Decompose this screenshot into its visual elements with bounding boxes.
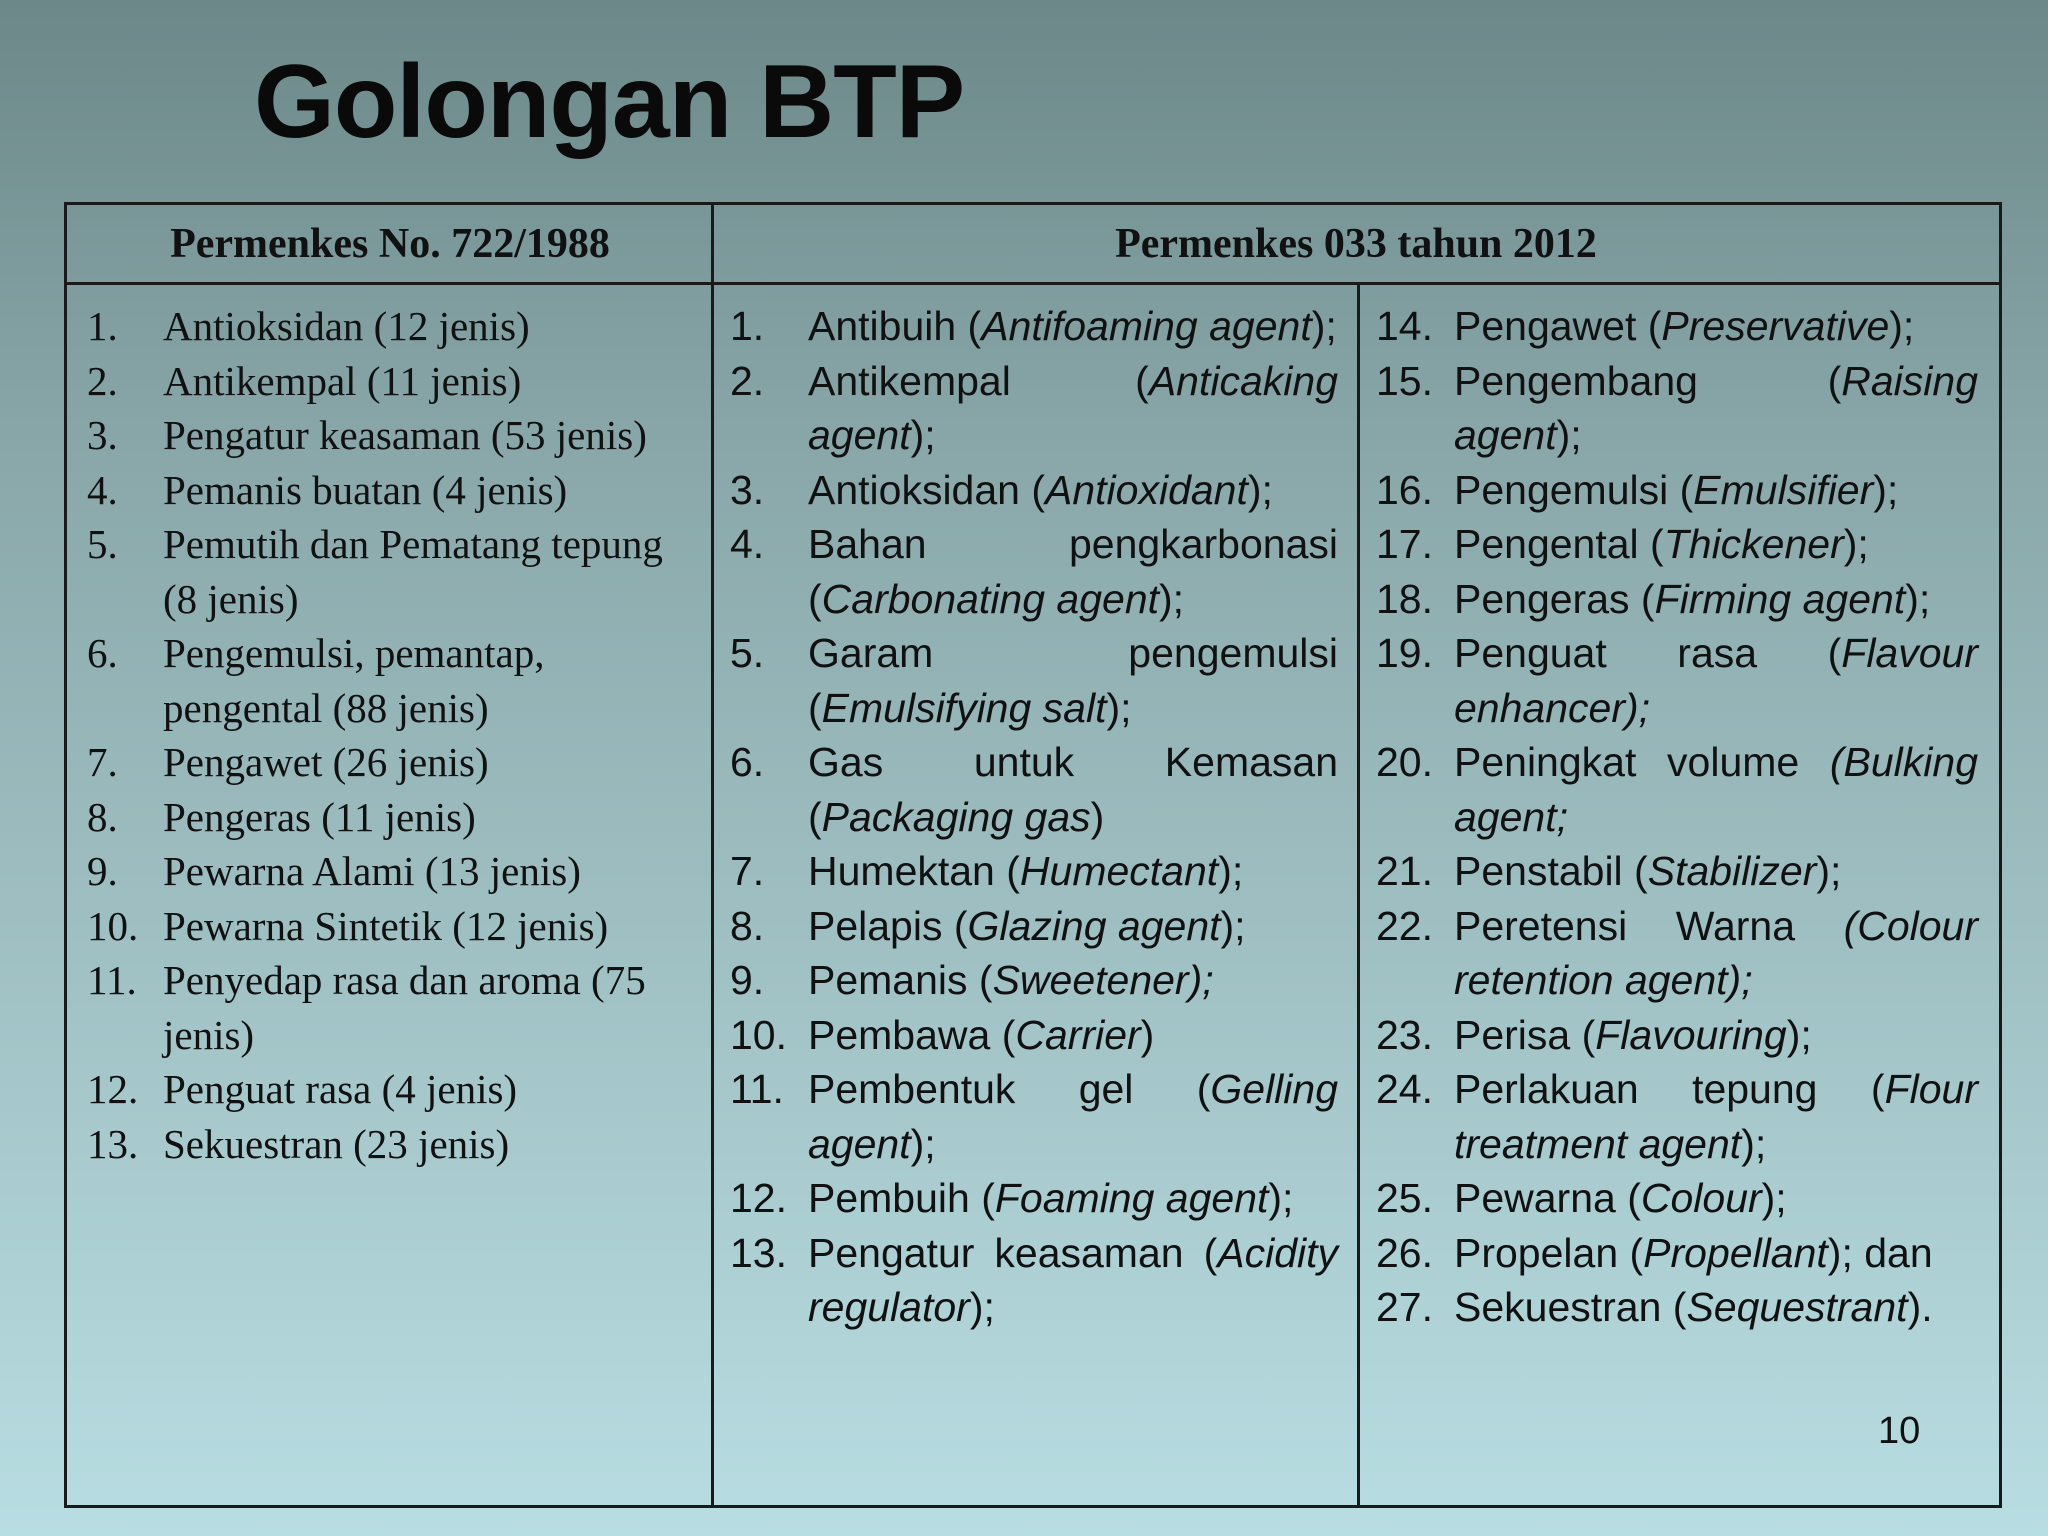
item-text-part: Pengatur keasaman ( [808, 1229, 1218, 1276]
item-text-part: Pewarna ( [1454, 1175, 1641, 1221]
list-item [87, 953, 697, 1062]
item-text-part: Penguat rasa ( [1454, 630, 1842, 676]
slide-title: Golongan BTP [254, 44, 965, 160]
item-text [1454, 299, 1978, 354]
item-number: 23. [1376, 1011, 1433, 1058]
item-number: 4. [730, 521, 765, 567]
page-number: 10 [1878, 1410, 1921, 1452]
list-item [730, 1226, 1338, 1335]
item-text-part: ). [1907, 1284, 1933, 1330]
list-item [1376, 1062, 1978, 1171]
item-number: 22. [1376, 902, 1433, 949]
list-item [730, 626, 1338, 735]
list-item [730, 463, 1338, 518]
item-number: 12. [87, 1066, 139, 1112]
item-text [1454, 572, 1978, 627]
list-item [1376, 1280, 1978, 1335]
item-number: 19. [1376, 630, 1433, 676]
item-english-term: Antioxidant [1045, 466, 1248, 513]
list-2012-part-2 [1376, 299, 1978, 1335]
item-number: 21. [1376, 848, 1433, 894]
list-item [730, 1008, 1338, 1063]
item-text: Pengatur keasaman (53 jenis) [163, 412, 647, 458]
item-english-term: Raising agent [1454, 357, 1978, 458]
item-number: 20. [1376, 739, 1433, 785]
list-item [87, 354, 697, 409]
item-text: Pengawet (26 jenis) [163, 739, 489, 785]
item-english-term: Flavouring [1595, 1011, 1787, 1058]
item-english-term: Acidity regulator [808, 1229, 1338, 1330]
item-text-part: Pemanis ( [808, 957, 993, 1003]
list-item [730, 735, 1338, 844]
item-english-term: Carbonating agent [821, 575, 1160, 622]
item-text [1454, 1280, 1978, 1335]
item-number: 24. [1376, 1066, 1433, 1112]
item-text-part: Humektan ( [808, 848, 1020, 894]
item-number: 6. [87, 630, 118, 676]
item-text [1454, 899, 1978, 1008]
item-number: 13. [730, 1229, 787, 1276]
item-english-term: Sequestrant [1686, 1284, 1908, 1330]
item-text-part: Sekuestran ( [1454, 1284, 1687, 1330]
item-text-part: Pengawet ( [1454, 303, 1662, 349]
list-item [1376, 354, 1978, 463]
item-text: Penguat rasa (4 jenis) [163, 1066, 518, 1112]
item-english-term: Emulsifier [1693, 466, 1874, 513]
list-item [730, 354, 1338, 463]
item-number: 18. [1376, 575, 1433, 622]
list-item [730, 899, 1338, 954]
item-text-part: ); [1843, 521, 1869, 567]
item-text-part: Pengemulsi ( [1454, 466, 1694, 513]
item-english-term: Stabilizer [1647, 848, 1817, 894]
item-number: 10. [87, 902, 139, 949]
item-text-part: ); [969, 1284, 995, 1330]
item-text-part: ); [1556, 412, 1582, 458]
item-text [808, 354, 1338, 463]
list-item [87, 899, 697, 954]
column-divider [711, 205, 714, 1505]
list-item [1376, 626, 1978, 735]
list-item [1376, 517, 1978, 572]
list-item [1376, 1008, 1978, 1063]
item-number: 8. [87, 793, 118, 840]
item-text [1454, 517, 1978, 572]
item-text [1454, 1171, 1978, 1226]
item-number: 5. [730, 630, 765, 676]
item-text [808, 953, 1338, 1008]
item-text-part: Antibuih ( [808, 303, 982, 349]
item-number: 1. [730, 303, 765, 349]
item-text: Pengemulsi, pemantap, pengental (88 jenis) [163, 630, 545, 731]
item-text-part: Pembawa ( [808, 1011, 1016, 1058]
item-text: Antikempal (11 jenis) [163, 357, 522, 404]
list-item [1376, 299, 1978, 354]
list-item [730, 1062, 1338, 1171]
item-number: 6. [730, 739, 765, 785]
item-english-term: Packaging gas [821, 793, 1091, 840]
item-english-term: Gelling agent [808, 1066, 1338, 1167]
item-text-part: Garam pengemulsi ( [808, 630, 1338, 731]
item-english-term: Carrier [1015, 1011, 1141, 1058]
column-divider [1357, 285, 1360, 1505]
item-text [808, 1226, 1338, 1335]
item-english-term: Foaming agent [994, 1175, 1269, 1221]
item-text: Pemutih dan Pematang tepung (8 jenis) [163, 521, 663, 622]
item-text [1454, 735, 1978, 844]
item-text-part: Pengembang ( [1454, 357, 1842, 404]
list-item [87, 790, 697, 845]
item-text: Antioksidan (12 jenis) [163, 303, 530, 349]
item-text [808, 1008, 1338, 1063]
item-text-part: ) [1140, 1011, 1155, 1058]
item-text: Pewarna Alami (13 jenis) [163, 848, 581, 894]
item-text-part: Pelapis ( [808, 902, 968, 949]
item-number: 1. [87, 303, 118, 349]
item-number: 5. [87, 521, 118, 567]
item-text-part: Perisa ( [1454, 1011, 1596, 1058]
list-item [87, 517, 697, 626]
item-text-part: ); [1159, 575, 1185, 622]
list-item [87, 735, 697, 790]
item-number: 9. [730, 957, 765, 1003]
list-item [730, 299, 1338, 354]
item-text-part: ); dan [1827, 1229, 1933, 1276]
item-text [808, 1062, 1338, 1171]
list-item [1376, 572, 1978, 627]
item-number: 8. [730, 902, 765, 949]
item-number: 11. [730, 1066, 784, 1112]
item-english-term: (Colour retention agent); [1454, 902, 1978, 1003]
list-2012-part-1 [730, 299, 1338, 1335]
item-text [808, 844, 1338, 899]
item-text-part: ); [1218, 848, 1244, 894]
item-number: 15. [1376, 357, 1433, 404]
item-number: 7. [87, 739, 118, 785]
item-text-part: ); [1268, 1175, 1294, 1221]
list-item [730, 953, 1338, 1008]
item-text [1454, 463, 1978, 518]
item-text-part: Propelan ( [1454, 1229, 1644, 1276]
item-english-term: Glazing agent [967, 902, 1221, 949]
item-number: 14. [1376, 303, 1433, 349]
item-number: 16. [1376, 466, 1433, 513]
list-item [1376, 899, 1978, 1008]
item-number: 2. [87, 357, 118, 404]
item-text [1454, 626, 1978, 735]
item-number: 26. [1376, 1229, 1433, 1276]
item-text [1454, 1226, 1978, 1281]
item-number: 11. [87, 957, 137, 1003]
list-item [87, 626, 697, 735]
item-text-part: ); [1786, 1011, 1812, 1058]
item-text-part: Peningkat volume [1454, 739, 1830, 785]
item-text-part: ); [910, 412, 936, 458]
item-english-term: Thickener [1663, 521, 1844, 567]
item-text [1454, 844, 1978, 899]
item-text-part: Penstabil ( [1454, 848, 1648, 894]
list-1988 [87, 299, 697, 1171]
list-item [87, 463, 697, 518]
item-text-part: ); [1816, 848, 1842, 894]
item-text: Pengeras (11 jenis) [163, 793, 476, 840]
item-number: 3. [730, 466, 765, 513]
item-text-part: Pembuih ( [808, 1175, 995, 1221]
item-number: 25. [1376, 1175, 1433, 1221]
item-text-part: ); [1106, 684, 1132, 731]
item-text: Penyedap rasa dan aroma (75 jenis) [163, 957, 646, 1058]
item-text-part: ); [1873, 466, 1899, 513]
item-english-term: Flavour enhancer); [1454, 630, 1978, 731]
item-english-term: Antifoaming agent [981, 303, 1312, 349]
item-text [808, 626, 1338, 735]
item-number: 17. [1376, 521, 1433, 567]
header-permenkes-1988: Permenkes No. 722/1988 [67, 205, 713, 285]
item-text-part: ); [1761, 1175, 1787, 1221]
item-text [1454, 1062, 1978, 1171]
item-text-part: Bahan pengkarbonasi ( [808, 521, 1338, 622]
list-item [1376, 1171, 1978, 1226]
item-number: 13. [87, 1120, 139, 1167]
item-number: 10. [730, 1011, 787, 1058]
list-item [87, 408, 697, 463]
item-number: 7. [730, 848, 765, 894]
item-text-part: ); [910, 1120, 936, 1167]
item-text-part: ); [1889, 303, 1915, 349]
item-text [808, 517, 1338, 626]
item-english-term: Firming agent [1654, 575, 1906, 622]
item-text-part: ); [1247, 466, 1273, 513]
item-english-term: Sweetener); [992, 957, 1214, 1003]
item-text-part: Gas untuk Kemasan ( [808, 739, 1338, 840]
item-english-term: Colour [1640, 1175, 1762, 1221]
list-item [730, 844, 1338, 899]
list-item [1376, 463, 1978, 518]
item-text-part: Peretensi Warna [1454, 902, 1844, 949]
item-number: 2. [730, 357, 765, 404]
item-english-term: Anticaking agent [808, 357, 1338, 458]
item-text-part: ); [1905, 575, 1931, 622]
list-item [730, 517, 1338, 626]
item-text-part: Perlakuan tepung ( [1454, 1066, 1885, 1112]
list-item [1376, 1226, 1978, 1281]
item-text: Pemanis buatan (4 jenis) [163, 466, 568, 513]
list-item [87, 1062, 697, 1117]
item-english-term: Emulsifying salt [821, 684, 1107, 731]
item-english-term: Propellant [1643, 1229, 1828, 1276]
item-number: 12. [730, 1175, 787, 1221]
item-number: 3. [87, 412, 118, 458]
item-text-part: ); [1741, 1120, 1767, 1167]
item-english-term: (Bulking agent; [1454, 739, 1978, 840]
item-text-part: ); [1220, 902, 1246, 949]
list-item [87, 1117, 697, 1172]
item-text-part: Pembentuk gel ( [808, 1066, 1211, 1112]
item-english-term: Preservative [1661, 303, 1890, 349]
list-item [87, 844, 697, 899]
item-english-term: Humectant [1019, 848, 1219, 894]
list-item [1376, 844, 1978, 899]
list-item [1376, 735, 1978, 844]
item-number: 27. [1376, 1284, 1433, 1330]
list-item [730, 1171, 1338, 1226]
item-text [808, 463, 1338, 518]
item-text-part: Antioksidan ( [808, 466, 1046, 513]
item-text-part: Pengeras ( [1454, 575, 1655, 622]
item-text [808, 735, 1338, 844]
item-text-part: ) [1090, 793, 1105, 840]
item-text: Sekuestran (23 jenis) [163, 1120, 510, 1167]
item-number: 4. [87, 466, 118, 513]
header-permenkes-2012: Permenkes 033 tahun 2012 [713, 205, 1999, 285]
comparison-table [64, 202, 2002, 1508]
item-text [1454, 354, 1978, 463]
list-item [87, 299, 697, 354]
item-text-part: Antikempal ( [808, 357, 1149, 404]
item-text-part: Pengental ( [1454, 521, 1664, 567]
item-number: 9. [87, 848, 118, 894]
item-text [808, 299, 1338, 354]
item-text-part: ); [1311, 303, 1337, 349]
item-english-term: Flour treatment agent [1454, 1066, 1978, 1167]
item-text [808, 899, 1338, 954]
item-text [808, 1171, 1338, 1226]
item-text [1454, 1008, 1978, 1063]
item-text: Pewarna Sintetik (12 jenis) [163, 902, 609, 949]
